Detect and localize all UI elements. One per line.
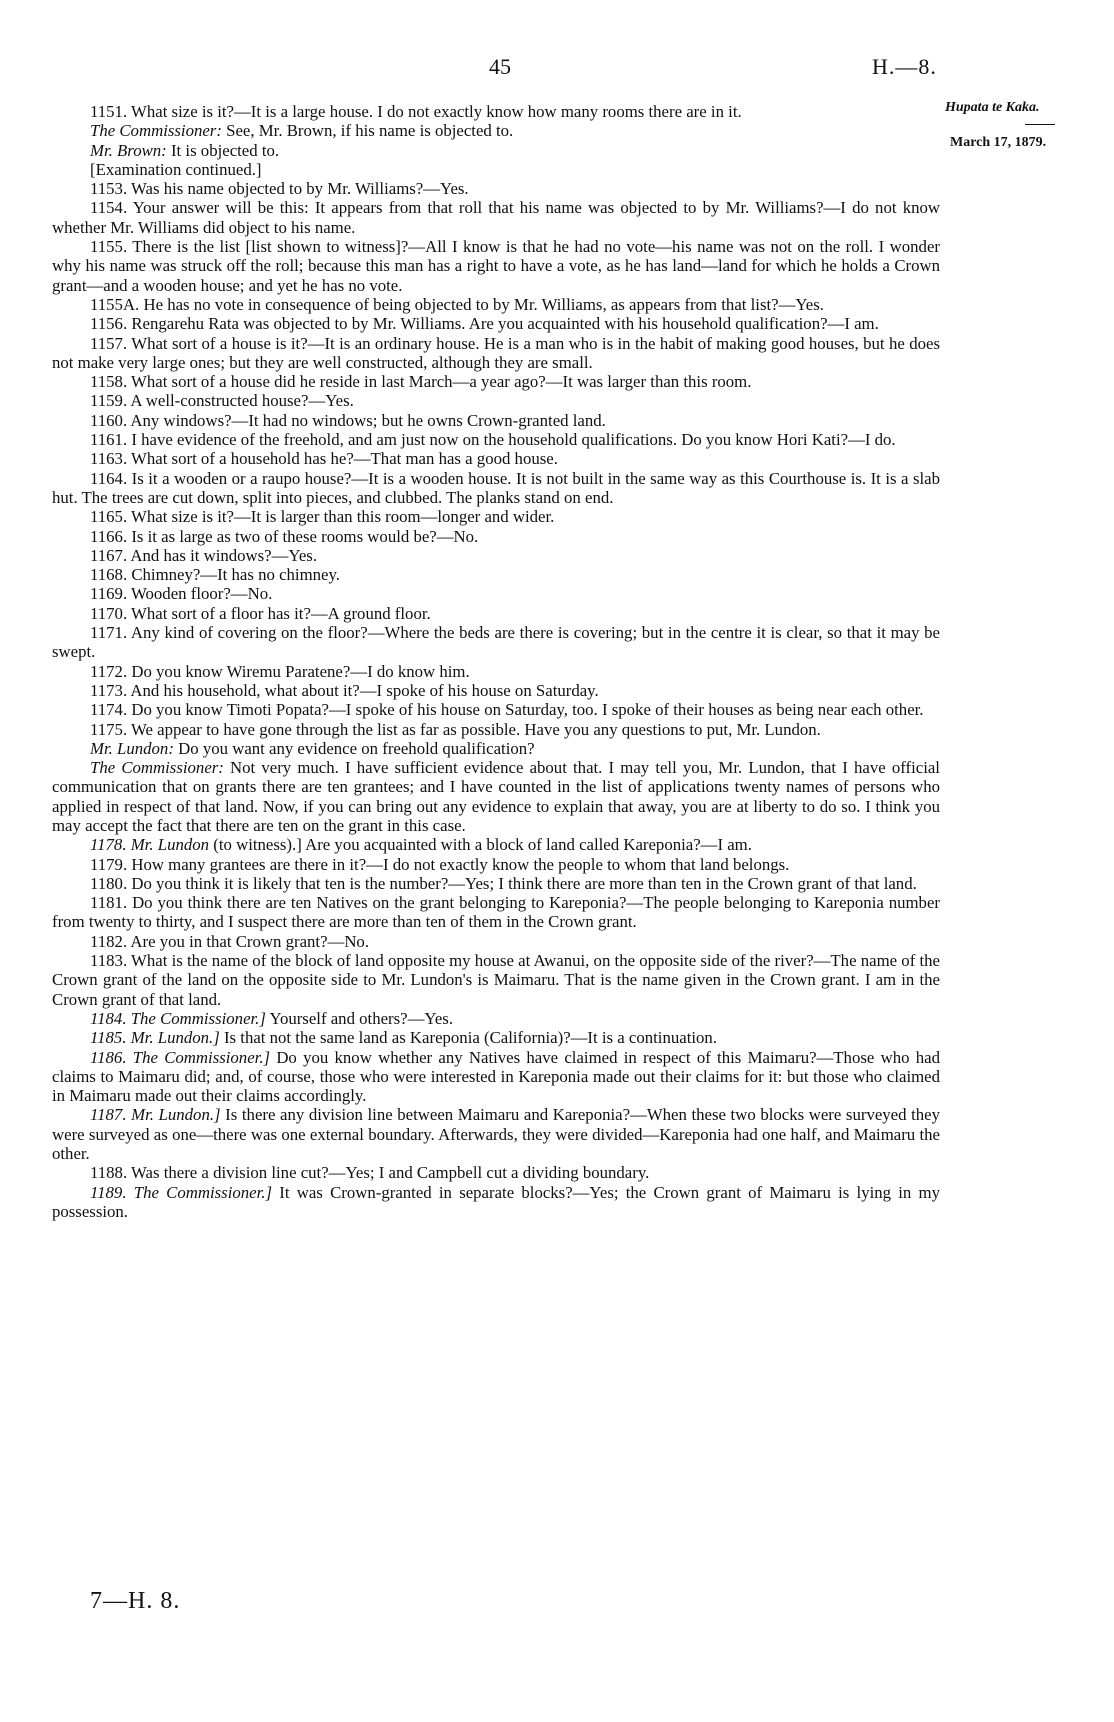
transcript-paragraph bbox=[52, 449, 940, 468]
paragraph-text: 1170. What sort of a floor has it?—A ground floor. bbox=[90, 603, 431, 623]
transcript-paragraph bbox=[52, 102, 940, 121]
transcript-paragraph bbox=[52, 681, 940, 700]
paragraph-text: 1172. Do you know Wiremu Paratene?—I do know him. bbox=[90, 661, 470, 681]
paragraph-text: Do you want any evidence on freehold qualification? bbox=[178, 738, 535, 758]
transcript-paragraph bbox=[52, 179, 940, 198]
speaker-label: 1184. The Commissioner.] bbox=[90, 1008, 266, 1028]
transcript-paragraph bbox=[52, 932, 940, 951]
paragraph-text: 1155A. He has no vote in consequence of being objected to by Mr. Williams, as appears from that list?—Yes. bbox=[90, 294, 824, 314]
transcript-body bbox=[52, 102, 940, 1221]
paragraph-text: Not very much. I have sufficient evidence about that. I may tell you, Mr. Lundon, that I have official communication that on grants there are ten grantees; and I have counted in the list of applications twenty names of persons who applied in respect of that land. Now, if you can bring out any evidence to explain that away, you are at liberty to do so. I think you may accept the fact that there are ten on the grant in this case. bbox=[52, 758, 940, 835]
paragraph-text: Is that not the same land as Kareponia (California)?—It is a continuation. bbox=[223, 1028, 717, 1048]
paragraph-text: 1180. Do you think it is likely that ten is the number?—Yes; I think there are more than ten in the Crown grant of that land. bbox=[90, 873, 917, 893]
paragraph-text: Is there any division line between Maimaru and Kareponia?—When these two blocks were surveyed they were surveyed as one—there was one external boundary. Afterwards, they were divided—Kareponia had one half, and Maimaru the other. bbox=[52, 1105, 940, 1164]
transcript-paragraph bbox=[52, 314, 940, 333]
paragraph-text: 1181. Do you think there are ten Natives on the grant belonging to Kareponia?—The people belonging to Kareponia number from twenty to thirty, and I suspect there are more than ten of them in the Crown grant. bbox=[52, 893, 940, 932]
paragraph-text: 1167. And has it windows?—Yes. bbox=[90, 545, 318, 565]
transcript-paragraph bbox=[52, 121, 940, 140]
paragraph-text: 1171. Any kind of covering on the floor?—Where the beds are there is covering; but in the centre it is clear, so that it may be swept. bbox=[52, 623, 940, 662]
transcript-paragraph bbox=[52, 430, 940, 449]
transcript-paragraph bbox=[52, 546, 940, 565]
transcript-paragraph bbox=[52, 334, 940, 373]
witness-sidenote: Hupata te Kaka. bbox=[945, 100, 1040, 115]
transcript-paragraph bbox=[52, 469, 940, 508]
paragraph-text: Do you know whether any Natives have claimed in respect of this Maimaru?—Those who had claims to Maimaru did; and, of course, those who were interested in Kareponia made out their claims for it: but those who claimed in Maimaru made out their claims accordingly. bbox=[52, 1047, 940, 1106]
document-code: H.—8. bbox=[872, 54, 937, 79]
paragraph-text: 1183. What is the name of the block of land opposite my house at Awanui, on the opposite side of the river?—The name of the Crown grant of the land on the opposite side to Mr. Lundon's is Maimaru. That is the name given in the Crown grant. I am in the Crown grant of that land. bbox=[52, 951, 940, 1009]
sidenote-rule bbox=[1025, 124, 1055, 125]
paragraph-text: 1154. Your answer will be this: It appears from that roll that his name was objected to by Mr. Williams?—I do not know whether Mr. Williams did object to his name. bbox=[52, 198, 940, 237]
paragraph-text: 1164. Is it a wooden or a raupo house?—It is a wooden house. It is not built in the same way as this Courthouse is. It is a slab hut. The trees are cut down, split into pieces, and clubbed. The planks stand on end. bbox=[52, 468, 940, 507]
transcript-paragraph bbox=[52, 411, 940, 430]
transcript-paragraph bbox=[52, 720, 940, 739]
transcript-paragraph bbox=[52, 1028, 940, 1047]
paragraph-text: 1157. What sort of a house is it?—It is an ordinary house. He is a man who is in the habit of making good houses, but he does not make very large ones; but they are well constructed, although they are small. bbox=[52, 333, 940, 372]
paragraph-text: [Examination continued.] bbox=[90, 159, 262, 179]
paragraph-text: 1158. What sort of a house did he reside in last March—a year ago?—It was larger than this room. bbox=[90, 372, 752, 392]
speaker-label: 1189. The Commissioner.] bbox=[90, 1182, 272, 1202]
transcript-paragraph bbox=[52, 893, 940, 932]
paragraph-text: 1182. Are you in that Crown grant?—No. bbox=[90, 931, 370, 951]
transcript-paragraph bbox=[52, 1183, 940, 1222]
paragraph-text: 1188. Was there a division line cut?—Yes; I and Campbell cut a dividing boundary. bbox=[90, 1163, 650, 1183]
speaker-label: The Commissioner: bbox=[90, 758, 224, 778]
paragraph-text: 1155. There is the list [list shown to witness]?—All I know is that he had no vote—his name was not on the roll. I wonder why his name was struck off the roll; because this man has a right to have a vote, as he has land—land for which he holds a Crown grant—and a wooden house; and yet he has no vote. bbox=[52, 237, 940, 295]
paragraph-text: 1160. Any windows?—It had no windows; but he owns Crown-granted land. bbox=[90, 410, 606, 430]
speaker-label: 1185. Mr. Lundon.] bbox=[90, 1028, 220, 1048]
paragraph-text: 1153. Was his name objected to by Mr. Williams?—Yes. bbox=[90, 179, 469, 199]
paragraph-text: 1168. Chimney?—It has no chimney. bbox=[90, 565, 340, 585]
transcript-paragraph bbox=[52, 1009, 940, 1028]
paragraph-text: It is objected to. bbox=[170, 140, 280, 160]
transcript-paragraph bbox=[52, 855, 940, 874]
transcript-paragraph bbox=[52, 874, 940, 893]
paragraph-text: 1159. A well-constructed house?—Yes. bbox=[90, 391, 354, 411]
transcript-paragraph bbox=[52, 372, 940, 391]
paragraph-text: 1151. What size is it?—It is a large house. I do not exactly know how many rooms there are in it. bbox=[90, 102, 742, 121]
paragraph-text: 1174. Do you know Timoti Popata?—I spoke of his house on Saturday, too. I spoke of their houses as being near each other. bbox=[90, 700, 924, 720]
speaker-label: Mr. Brown: bbox=[90, 140, 167, 160]
transcript-paragraph bbox=[52, 1105, 940, 1163]
paragraph-text: Yourself and others?—Yes. bbox=[269, 1008, 454, 1028]
page-number: 45 bbox=[489, 54, 511, 79]
transcript-paragraph bbox=[52, 662, 940, 681]
paragraph-text: (to witness).] Are you acquainted with a block of land called Kareponia?—I am. bbox=[213, 835, 752, 855]
paragraph-text: 1175. We appear to have gone through the list as far as possible. Have you any questions to put, Mr. Lundon. bbox=[90, 719, 821, 739]
transcript-paragraph bbox=[52, 198, 940, 237]
speaker-label: 1178. Mr. Lundon bbox=[90, 835, 210, 855]
paragraph-text: See, Mr. Brown, if his name is objected to. bbox=[226, 121, 514, 141]
speaker-label: Mr. Lundon: bbox=[90, 738, 174, 758]
transcript-paragraph bbox=[52, 835, 940, 854]
transcript-paragraph bbox=[52, 391, 940, 410]
paragraph-text: 1163. What sort of a household has he?—That man has a good house. bbox=[90, 449, 558, 469]
transcript-paragraph bbox=[52, 951, 940, 1009]
transcript-paragraph bbox=[52, 141, 940, 160]
paragraph-text: 1165. What size is it?—It is larger than this room—longer and wider. bbox=[90, 507, 555, 527]
footer-signature: 7—H. 8. bbox=[90, 1588, 181, 1614]
paragraph-text: 1173. And his household, what about it?—I spoke of his house on Saturday. bbox=[90, 680, 599, 700]
transcript-paragraph bbox=[52, 604, 940, 623]
speaker-label: 1187. Mr. Lundon.] bbox=[90, 1105, 221, 1125]
paragraph-text: 1161. I have evidence of the freehold, and am just now on the household qualifications. Do you know Hori Kati?—I do. bbox=[90, 430, 896, 450]
transcript-paragraph bbox=[52, 237, 940, 295]
transcript-paragraph bbox=[52, 160, 940, 179]
paragraph-text: It was Crown-granted in separate blocks?—Yes; the Crown grant of Maimaru is lying in my possession. bbox=[52, 1182, 940, 1221]
transcript-paragraph bbox=[52, 584, 940, 603]
transcript-paragraph bbox=[52, 758, 940, 835]
transcript-paragraph bbox=[52, 1048, 940, 1106]
speaker-label: The Commissioner: bbox=[90, 121, 222, 141]
transcript-paragraph bbox=[52, 1163, 940, 1182]
paragraph-text: 1166. Is it as large as two of these rooms would be?—No. bbox=[90, 526, 479, 546]
paragraph-text: 1156. Rengarehu Rata was objected to by Mr. Williams. Are you acquainted with his household qualification?—I am. bbox=[90, 314, 879, 334]
transcript-paragraph bbox=[52, 739, 940, 758]
transcript-paragraph bbox=[52, 565, 940, 584]
date-sidenote: March 17, 1879. bbox=[950, 135, 1047, 150]
transcript-paragraph bbox=[52, 623, 940, 662]
transcript-paragraph bbox=[52, 700, 940, 719]
transcript-paragraph bbox=[52, 507, 940, 526]
speaker-label: 1186. The Commissioner.] bbox=[90, 1047, 271, 1067]
transcript-paragraph bbox=[52, 527, 940, 546]
paragraph-text: 1179. How many grantees are there in it?—I do not exactly know the people to whom that land belongs. bbox=[90, 854, 790, 874]
paragraph-text: 1169. Wooden floor?—No. bbox=[90, 584, 273, 604]
transcript-paragraph bbox=[52, 295, 940, 314]
